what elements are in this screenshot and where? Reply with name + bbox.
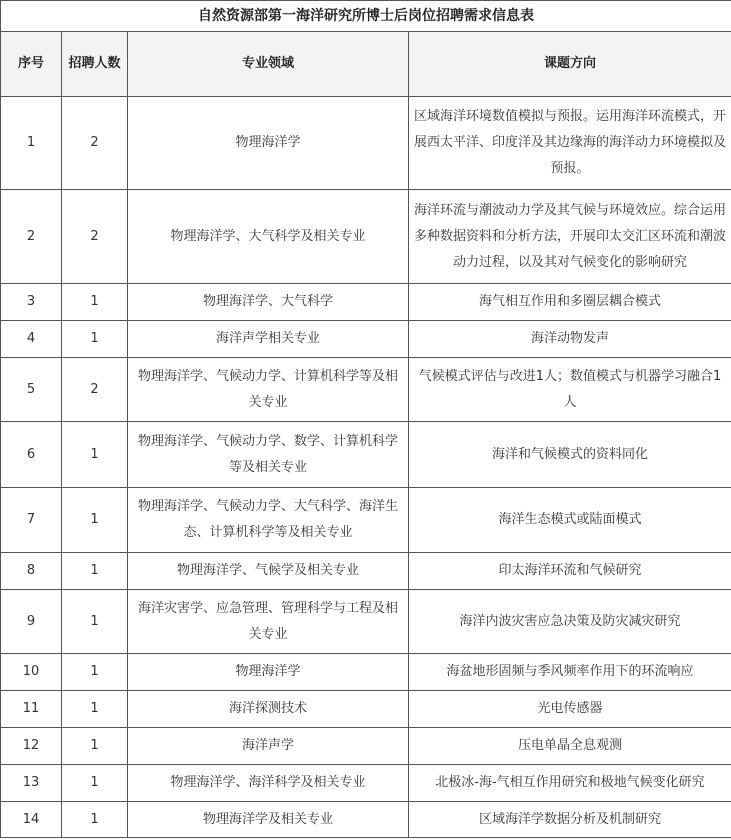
cell-topic: 气候模式评估与改进1人；数值模式与机器学习融合1人 xyxy=(409,358,731,422)
cell-count: 1 xyxy=(62,728,128,765)
cell-count: 2 xyxy=(62,358,128,422)
cell-topic: 北极冰-海-气相互作用研究和极地气候变化研究 xyxy=(409,765,731,802)
cell-field: 物理海洋学、大气科学 xyxy=(128,284,409,321)
cell-index: 10 xyxy=(1,654,62,691)
cell-index: 9 xyxy=(1,590,62,654)
cell-count: 2 xyxy=(62,190,128,284)
table-row xyxy=(1,190,731,284)
table-row xyxy=(1,728,731,765)
header-field: 专业领域 xyxy=(128,32,409,97)
cell-topic: 光电传感器 xyxy=(409,691,731,728)
cell-field: 物理海洋学、气候动力学、数学、计算机科学等及相关专业 xyxy=(128,422,409,488)
table-row xyxy=(1,654,731,691)
table-title: 自然资源部第一海洋研究所博士后岗位招聘需求信息表 xyxy=(1,1,731,32)
cell-index: 2 xyxy=(1,190,62,284)
cell-count: 1 xyxy=(62,422,128,488)
cell-count: 1 xyxy=(62,590,128,654)
cell-field: 物理海洋学、气候动力学、大气科学、海洋生态、计算机科学等及相关专业 xyxy=(128,488,409,553)
cell-topic: 印太海洋环流和气候研究 xyxy=(409,553,731,590)
cell-count: 1 xyxy=(62,488,128,553)
cell-index: 11 xyxy=(1,691,62,728)
cell-index: 12 xyxy=(1,728,62,765)
cell-field: 海洋声学相关专业 xyxy=(128,321,409,358)
cell-topic: 海洋动物发声 xyxy=(409,321,731,358)
cell-topic: 压电单晶全息观测 xyxy=(409,728,731,765)
table-row xyxy=(1,97,731,190)
table-row xyxy=(1,321,731,358)
header-row xyxy=(1,32,731,97)
cell-count: 1 xyxy=(62,802,128,838)
cell-index: 8 xyxy=(1,553,62,590)
cell-count: 1 xyxy=(62,654,128,691)
cell-count: 1 xyxy=(62,553,128,590)
table-row xyxy=(1,590,731,654)
cell-count: 1 xyxy=(62,284,128,321)
cell-count: 1 xyxy=(62,321,128,358)
cell-index: 6 xyxy=(1,422,62,488)
cell-index: 7 xyxy=(1,488,62,553)
cell-field: 物理海洋学 xyxy=(128,654,409,691)
cell-field: 物理海洋学、气候动力学、计算机科学等及相关专业 xyxy=(128,358,409,422)
cell-field: 物理海洋学、海洋科学及相关专业 xyxy=(128,765,409,802)
cell-index: 13 xyxy=(1,765,62,802)
cell-field: 物理海洋学 xyxy=(128,97,409,190)
cell-count: 1 xyxy=(62,691,128,728)
cell-count: 1 xyxy=(62,765,128,802)
table-row xyxy=(1,488,731,553)
cell-field: 物理海洋学及相关专业 xyxy=(128,802,409,838)
cell-field: 物理海洋学、气候学及相关专业 xyxy=(128,553,409,590)
table-row xyxy=(1,691,731,728)
cell-index: 5 xyxy=(1,358,62,422)
cell-topic: 海洋内波灾害应急决策及防灾减灾研究 xyxy=(409,590,731,654)
table-row xyxy=(1,422,731,488)
header-index: 序号 xyxy=(1,32,62,97)
cell-topic: 区域海洋环境数值模拟与预报。运用海洋环流模式，开展西太平洋、印度洋及其边缘海的海洋动力环境模拟及预报。 xyxy=(409,97,731,190)
table-row xyxy=(1,553,731,590)
cell-topic: 海气相互作用和多圈层耦合模式 xyxy=(409,284,731,321)
cell-index: 4 xyxy=(1,321,62,358)
cell-topic: 海洋和气候模式的资料同化 xyxy=(409,422,731,488)
header-count: 招聘人数 xyxy=(62,32,128,97)
table-row xyxy=(1,284,731,321)
table-row xyxy=(1,802,731,838)
cell-index: 1 xyxy=(1,97,62,190)
cell-index: 3 xyxy=(1,284,62,321)
header-topic: 课题方向 xyxy=(409,32,731,97)
cell-field: 海洋灾害学、应急管理、管理科学与工程及相关专业 xyxy=(128,590,409,654)
cell-count: 2 xyxy=(62,97,128,190)
cell-topic: 区域海洋学数据分析及机制研究 xyxy=(409,802,731,838)
cell-topic: 海洋生态模式或陆面模式 xyxy=(409,488,731,553)
cell-topic: 海盆地形固频与季风频率作用下的环流响应 xyxy=(409,654,731,691)
cell-field: 海洋探测技术 xyxy=(128,691,409,728)
table-row xyxy=(1,358,731,422)
cell-index: 14 xyxy=(1,802,62,838)
title-row xyxy=(1,1,731,32)
cell-topic: 海洋环流与潮波动力学及其气候与环境效应。综合运用多种数据资料和分析方法，开展印太交汇区环流和潮波动力过程，以及其对气候变化的影响研究 xyxy=(409,190,731,284)
cell-field: 物理海洋学、大气科学及相关专业 xyxy=(128,190,409,284)
cell-field: 海洋声学 xyxy=(128,728,409,765)
table-row xyxy=(1,765,731,802)
